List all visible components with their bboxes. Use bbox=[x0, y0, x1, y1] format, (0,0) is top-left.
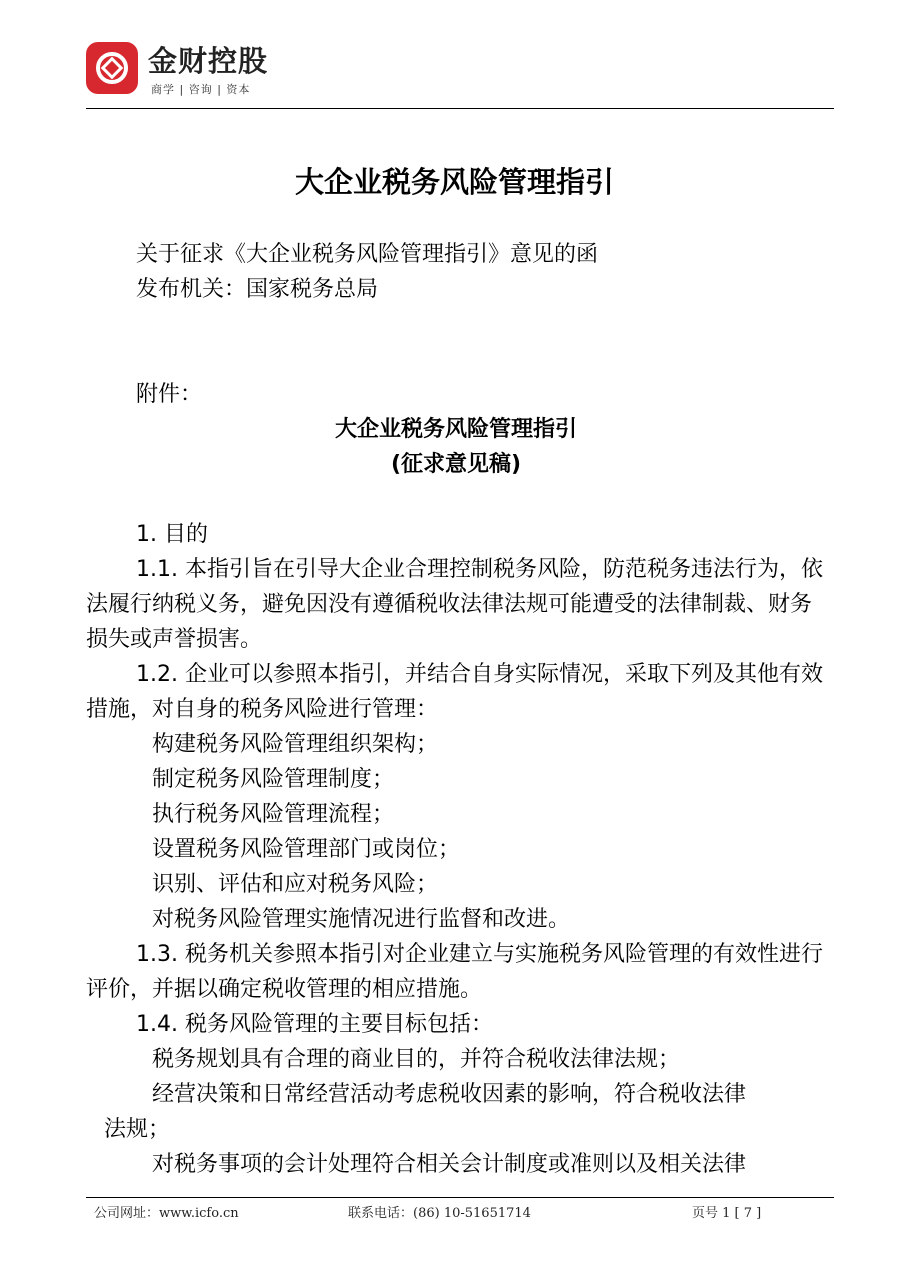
goal-item-continuation: 法规； bbox=[104, 1117, 171, 1142]
goal-item: 税务规划具有合理的商业目的，并符合税收法律法规； bbox=[152, 1047, 681, 1072]
footer-page-number: 页号 1 [ 7 ] bbox=[692, 1206, 762, 1221]
measure-item: 识别、评估和应对税务风险； bbox=[152, 872, 439, 897]
goal-item bbox=[86, 1077, 826, 1147]
footer-phone: 联系电话：(86) 10-51651714 bbox=[348, 1206, 531, 1221]
document-title: 大企业税务风险管理指引 bbox=[294, 165, 614, 199]
section-heading: 1. 目的 bbox=[136, 522, 208, 547]
paragraph-1-1: 1.1. 本指引旨在引导大企业合理控制税务风险，防范税务违法行为，依法履行纳税义务，避免因没有遵循税收法律法规可能遭受的法律制裁、财务损失或声誉损害。 bbox=[86, 557, 823, 652]
goal-item: 对税务事项的会计处理符合相关会计制度或准则以及相关法律 bbox=[152, 1152, 747, 1177]
paragraph-1-3: 1.3. 税务机关参照本指引对企业建立与实施税务风险管理的有效性进行评价，并据以确定税收管理的相应措施。 bbox=[86, 942, 823, 1002]
attachment-title: 大企业税务风险管理指引 bbox=[334, 417, 577, 442]
company-tagline: 商学 | 咨询 | 资本 bbox=[151, 83, 251, 96]
header-divider bbox=[86, 108, 834, 109]
intro-line-2: 发布机关：国家税务总局 bbox=[136, 277, 379, 302]
footer-divider bbox=[86, 1197, 834, 1198]
document-body bbox=[86, 237, 826, 1182]
attachment-note: (征求意见稿) bbox=[390, 452, 522, 477]
measure-item: 设置税务风险管理部门或岗位； bbox=[152, 837, 461, 862]
measure-item: 构建税务风险管理组织架构； bbox=[152, 732, 439, 757]
measure-item: 对税务风险管理实施情况进行监督和改进。 bbox=[152, 907, 571, 932]
measure-item: 执行税务风险管理流程； bbox=[152, 802, 395, 827]
measure-item: 制定税务风险管理制度； bbox=[152, 767, 395, 792]
paragraph-1-4: 1.4. 税务风险管理的主要目标包括： bbox=[136, 1012, 493, 1037]
company-name: 金财控股 bbox=[148, 44, 269, 78]
company-logo-icon bbox=[86, 42, 138, 94]
page-header bbox=[86, 40, 834, 108]
footer-website: 公司网址：www.icfo.cn bbox=[94, 1206, 239, 1221]
goal-item-line: 经营决策和日常经营活动考虑税收因素的影响，符合税收法律 bbox=[152, 1082, 747, 1107]
attachment-label: 附件： bbox=[136, 382, 203, 407]
paragraph-1-2: 1.2. 企业可以参照本指引，并结合自身实际情况，采取下列及其他有效措施，对自身的税务风险进行管理： bbox=[86, 662, 823, 722]
intro-line-1: 关于征求《大企业税务风险管理指引》意见的函 bbox=[136, 242, 599, 267]
